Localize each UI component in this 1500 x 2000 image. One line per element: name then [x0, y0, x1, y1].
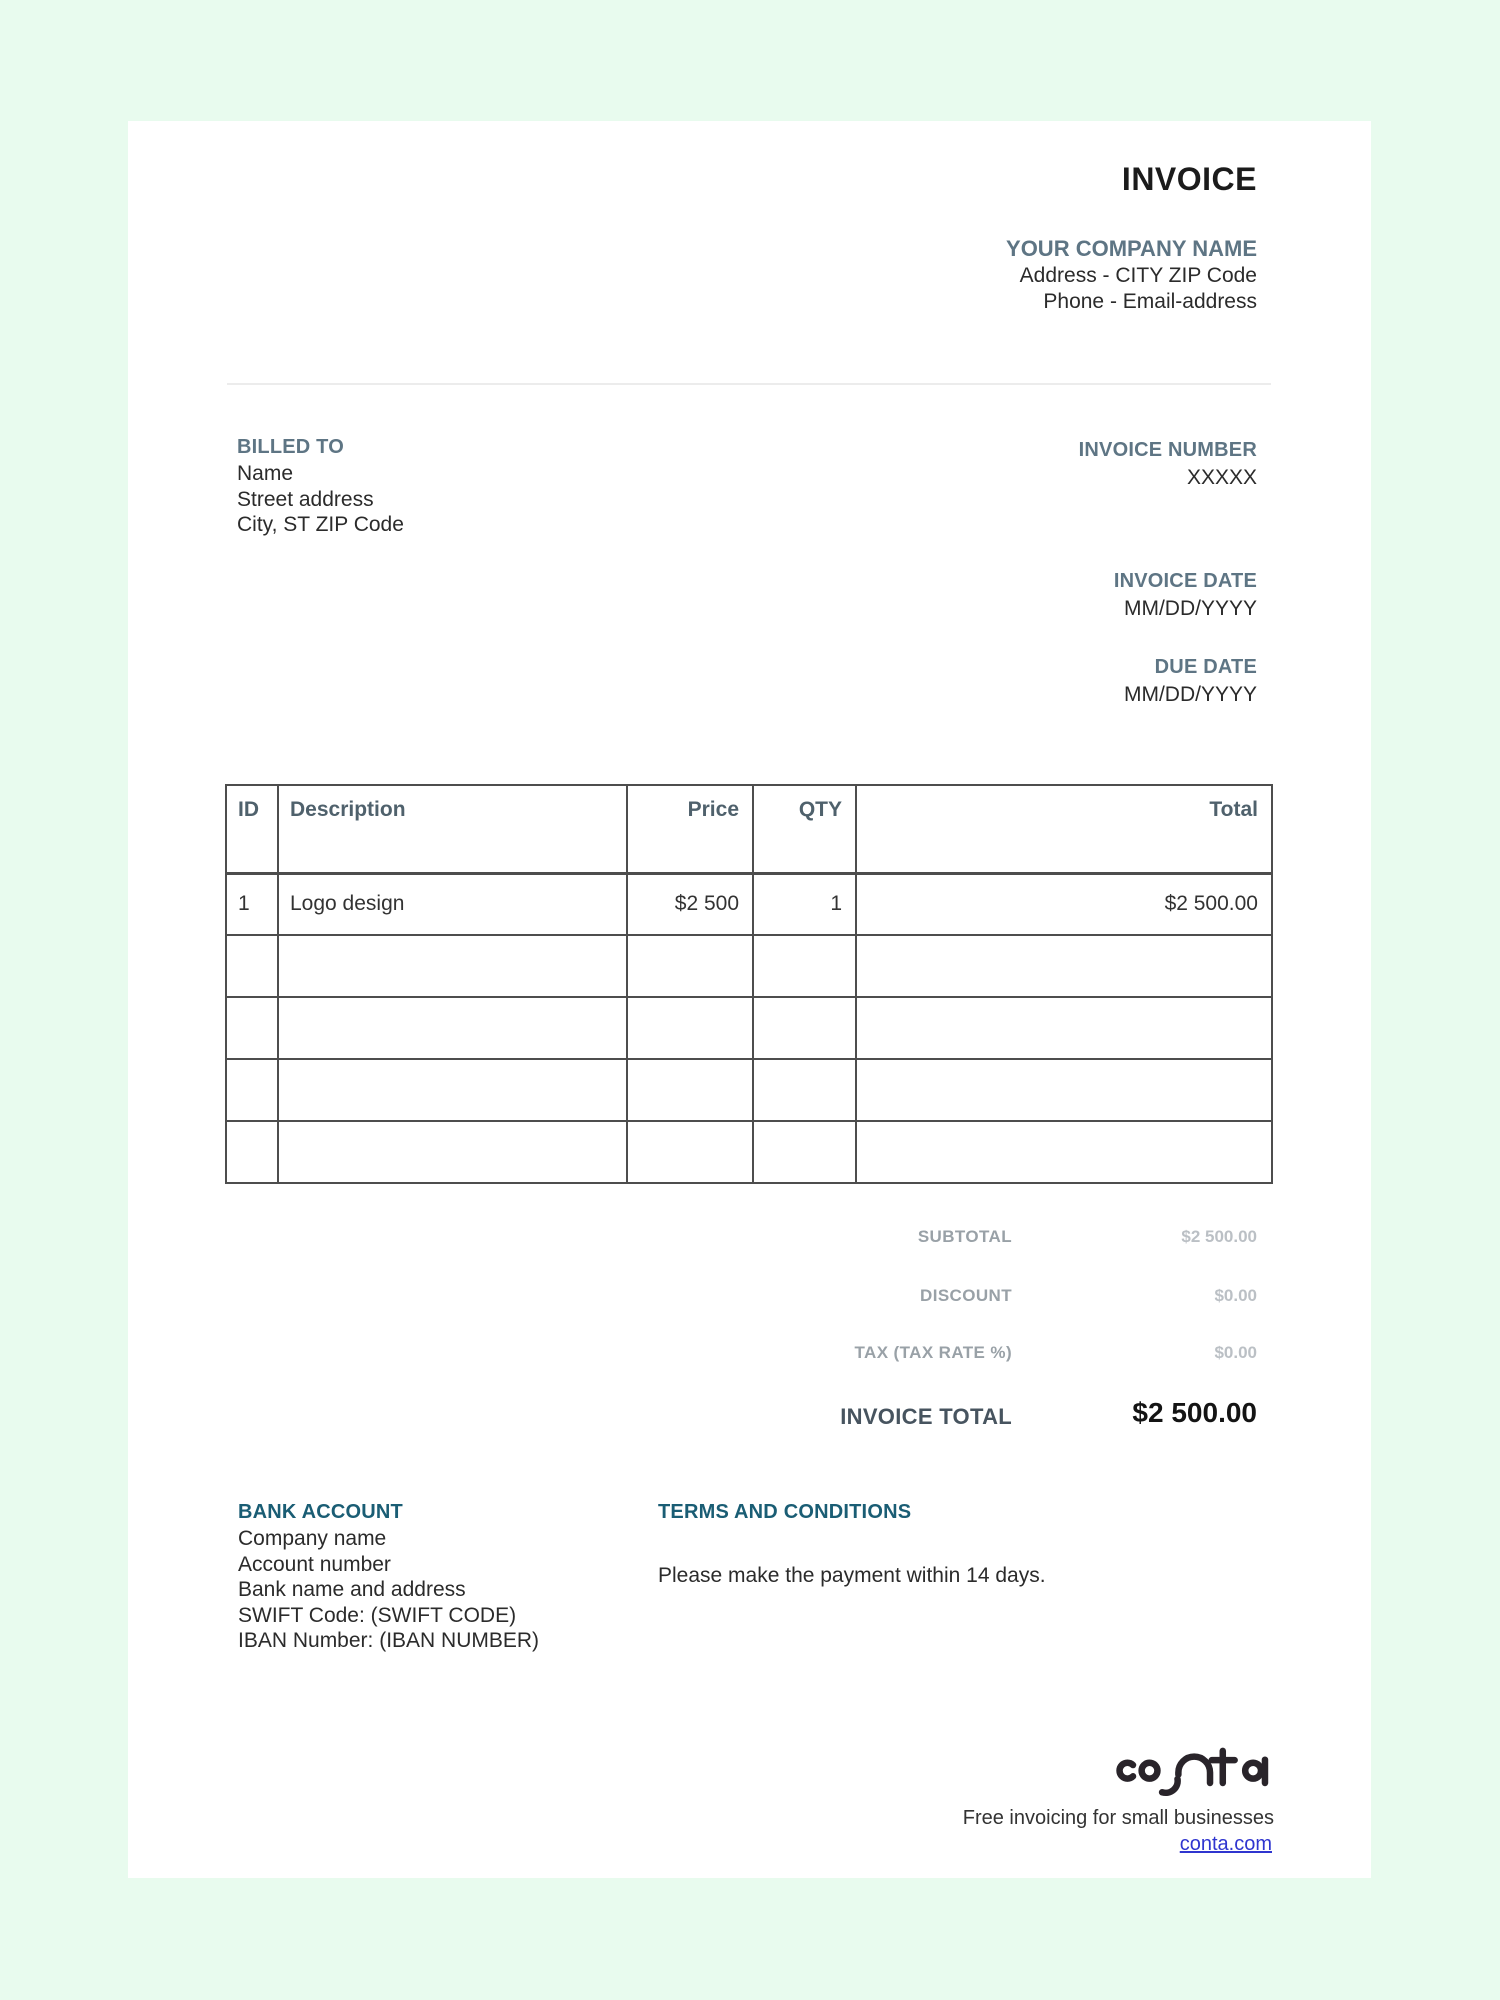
- conta-link[interactable]: conta.com: [1179, 1833, 1272, 1855]
- cell-total: $2 500.00: [856, 873, 1272, 935]
- discount-value: $0.00: [1214, 1286, 1257, 1305]
- cell-qty: [753, 1121, 856, 1183]
- items-table-header-row: [226, 785, 1272, 873]
- company-address: Address - CITY ZIP Code: [1019, 264, 1257, 287]
- cell-price: [627, 1059, 753, 1121]
- col-header-description: Description: [278, 785, 627, 873]
- conta-logo: [1112, 1739, 1272, 1805]
- cell-price: $2 500: [627, 873, 753, 935]
- col-header-qty: QTY: [753, 785, 856, 873]
- cell-qty: [753, 935, 856, 997]
- cell-total: [856, 1059, 1272, 1121]
- bank-account-block: [238, 1499, 539, 1654]
- cell-price: [627, 997, 753, 1059]
- invoice-total-value: $2 500.00: [1132, 1397, 1257, 1428]
- invoice-number-block: [1079, 437, 1257, 491]
- cell-id: [226, 997, 278, 1059]
- discount-row: [617, 1285, 1257, 1315]
- cell-qty: [753, 1059, 856, 1121]
- discount-label: DISCOUNT: [920, 1286, 1012, 1305]
- bank-account-label: BANK ACCOUNT: [238, 1501, 403, 1523]
- cell-description: Logo design: [278, 873, 627, 935]
- header-divider: [227, 383, 1271, 385]
- invoice-date-value: MM/DD/YYYY: [1123, 597, 1257, 620]
- cell-description: [278, 997, 627, 1059]
- cell-qty: [753, 997, 856, 1059]
- billed-to-street: Street address: [237, 487, 374, 511]
- subtotal-label: SUBTOTAL: [917, 1227, 1012, 1246]
- cell-description: [278, 935, 627, 997]
- due-date-label: DUE DATE: [1154, 656, 1257, 678]
- billed-to-city: City, ST ZIP Code: [237, 513, 404, 536]
- company-info-block: [1006, 235, 1257, 315]
- company-name: YOUR COMPANY NAME: [1006, 236, 1257, 261]
- terms-text: Please make the payment within 14 days.: [658, 1564, 1046, 1587]
- company-contact: Phone - Email-address: [1043, 290, 1257, 313]
- cell-id: [226, 935, 278, 997]
- col-header-price: Price: [627, 785, 753, 873]
- cell-id: [226, 1121, 278, 1183]
- cell-qty: 1: [753, 873, 856, 935]
- cell-price: [627, 1121, 753, 1183]
- subtotal-value: $2 500.00: [1181, 1227, 1257, 1246]
- cell-id: [226, 1059, 278, 1121]
- tax-label: TAX (TAX RATE %): [854, 1343, 1012, 1362]
- terms-label: TERMS AND CONDITIONS: [658, 1501, 912, 1523]
- bank-company-name: Company name: [238, 1527, 387, 1550]
- table-row: [226, 1121, 1272, 1183]
- due-date-value: MM/DD/YYYY: [1123, 683, 1257, 706]
- cell-id: 1: [226, 873, 278, 935]
- col-header-total: Total: [856, 785, 1272, 873]
- tax-row: [617, 1342, 1257, 1372]
- invoice-page: [128, 121, 1371, 1878]
- bank-name-address: Bank name and address: [238, 1578, 466, 1601]
- bank-swift-code: SWIFT Code: (SWIFT CODE): [238, 1603, 517, 1627]
- invoice-number-value: XXXXX: [1186, 466, 1257, 489]
- items-table: [225, 784, 1273, 1184]
- cell-total: [856, 935, 1272, 997]
- bank-iban-number: IBAN Number: (IBAN NUMBER): [238, 1629, 540, 1652]
- invoice-date-label: INVOICE DATE: [1113, 570, 1257, 592]
- table-row: [226, 873, 1272, 935]
- col-header-id: ID: [226, 785, 278, 873]
- cell-description: [278, 1059, 627, 1121]
- page-title: INVOICE: [1121, 161, 1257, 197]
- billed-to-name: Name: [237, 462, 294, 485]
- cell-total: [856, 997, 1272, 1059]
- cell-description: [278, 1121, 627, 1183]
- invoice-number-label: INVOICE NUMBER: [1078, 439, 1257, 461]
- bank-account-number: Account number: [238, 1552, 391, 1576]
- subtotal-row: [617, 1226, 1257, 1256]
- table-row: [226, 997, 1272, 1059]
- footer-tagline: Free invoicing for small businesses: [962, 1807, 1274, 1829]
- cell-total: [856, 1121, 1272, 1183]
- table-row: [226, 935, 1272, 997]
- invoice-total-label: INVOICE TOTAL: [840, 1404, 1012, 1429]
- table-row: [226, 1059, 1272, 1121]
- cell-price: [627, 935, 753, 997]
- due-date-block: [1124, 654, 1257, 708]
- invoice-date-block: [1114, 568, 1257, 622]
- billed-to-label: BILLED TO: [237, 436, 344, 458]
- conta-logo-graphic: [1112, 1739, 1272, 1805]
- billed-to-block: [237, 434, 404, 538]
- tax-value: $0.00: [1214, 1343, 1257, 1362]
